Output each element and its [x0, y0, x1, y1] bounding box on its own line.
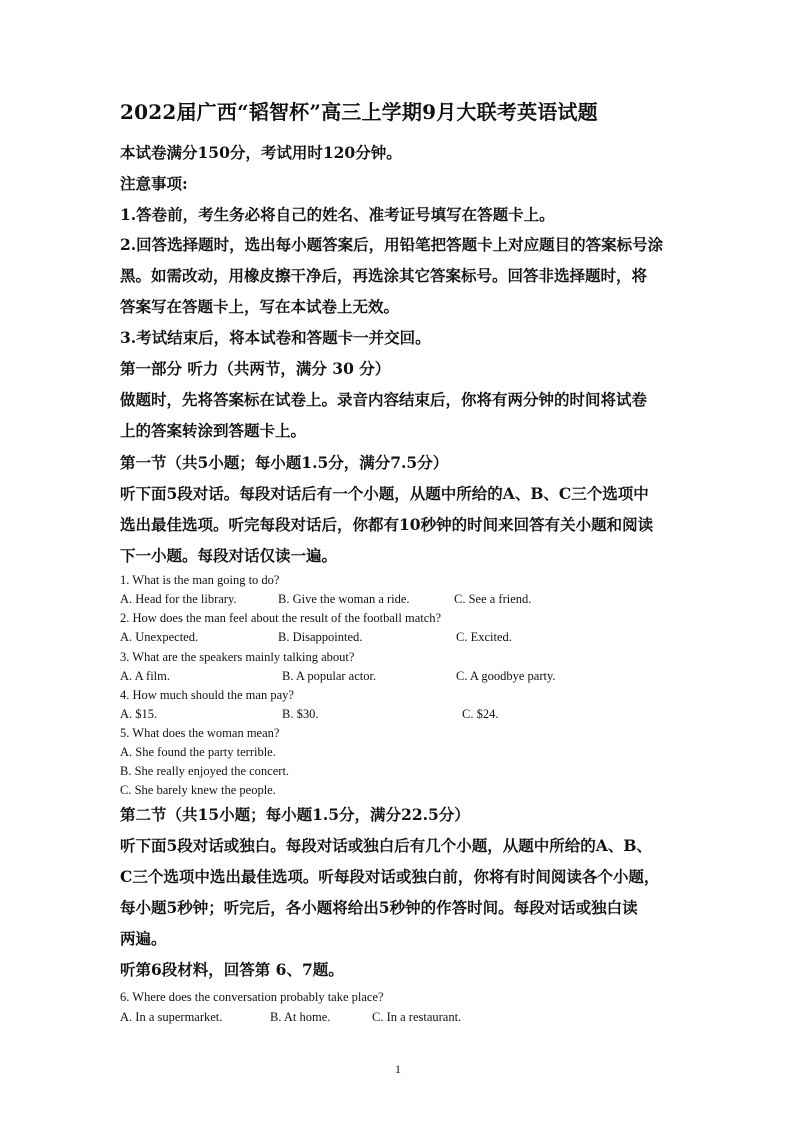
notice-heading: 注意事项:	[120, 174, 188, 193]
notice-2	[120, 229, 690, 322]
section2-heading: 第二节（共15小题；每小题1.5分，满分22.5分）	[120, 805, 470, 824]
notice-line: 1.答卷前，考生务必将自己的姓名、准考证号填写在答题卡上。	[120, 205, 555, 224]
instruction-line: 上的答案转涂到答题卡上。	[120, 421, 307, 440]
question-2: 2. How does the man feel about the result of the football match?	[120, 611, 442, 625]
question-6-options	[120, 1008, 680, 1027]
instruction-line: 听下面5段对话。每段对话后有一个小题，从题中所给的A、B、C三个选项中	[120, 484, 649, 503]
option-b: B. $30.	[282, 707, 319, 721]
option-a: A. $15.	[120, 707, 158, 721]
notice-3	[120, 322, 690, 353]
instruction-line: 做题时，先将答案标在试卷上。录音内容结束后，你将有两分钟的时间将试卷	[120, 390, 648, 409]
score-time-text: 本试卷满分150分，考试用时120分钟。	[120, 143, 402, 162]
instruction-line: 听下面5段对话或独白。每段对话或独白后有几个小题，从题中所给的A、B、	[120, 836, 652, 855]
question-5-option-b: B. She really enjoyed the concert.	[120, 764, 290, 778]
notice-1	[120, 199, 690, 230]
option-c: C. Excited.	[456, 630, 512, 644]
question-2-options	[120, 628, 680, 647]
question-3: 3. What are the speakers mainly talking about?	[120, 650, 355, 664]
option-b: B. A popular actor.	[282, 669, 377, 683]
question-6: 6. Where does the conversation probably take place?	[120, 990, 384, 1004]
notice-line: 3.考试结束后，将本试卷和答题卡一并交回。	[120, 328, 431, 347]
option-c: C. See a friend.	[454, 592, 532, 606]
option-a: A. Head for the library.	[120, 592, 237, 606]
material-6-heading: 听第6段材料，回答第 6、7题。	[120, 960, 344, 979]
section1-heading: 第一节（共5小题；每小题1.5分，满分7.5分）	[120, 453, 449, 472]
notice-line: 答案写在答题卡上，写在本试卷上无效。	[120, 297, 400, 316]
option-b: B. At home.	[270, 1010, 331, 1024]
option-c: C. In a restaurant.	[372, 1010, 462, 1024]
option-b: B. Give the woman a ride.	[278, 592, 410, 606]
instruction-line: C三个选项中选出最佳选项。听每段对话或独白前，你将有时间阅读各个小题，	[120, 867, 660, 886]
question-5-option-c: C. She barely knew the people.	[120, 783, 276, 797]
option-a: A. A film.	[120, 669, 171, 683]
question-5: 5. What does the woman mean?	[120, 726, 280, 740]
instruction-line: 每小题5秒钟；听完后，各小题将给出5秒钟的作答时间。每段对话或独白读	[120, 898, 638, 917]
section1-instruction	[120, 478, 690, 571]
question-4: 4. How much should the man pay?	[120, 688, 294, 702]
option-c: C. A goodbye party.	[456, 669, 556, 683]
page-number: 1	[395, 1062, 401, 1076]
question-5-option-a: A. She found the party terrible.	[120, 745, 276, 759]
instruction-line: 下一小题。每段对话仅读一遍。	[120, 546, 338, 565]
notice-line: 2.回答选择题时，选出每小题答案后，用铅笔把答题卡上对应题目的答案标号涂	[120, 235, 664, 254]
part1-heading: 第一部分 听力（共两节，满分 30 分）	[120, 359, 391, 378]
option-a: A. In a supermarket.	[120, 1010, 223, 1024]
page-title: 2022届广西“韬智杯”高三上学期9月大联考英语试题	[120, 100, 598, 124]
section2-instruction	[120, 830, 690, 954]
question-1-options	[120, 590, 680, 609]
question-4-options	[120, 705, 680, 724]
option-b: B. Disappointed.	[278, 630, 363, 644]
question-3-options	[120, 667, 680, 686]
option-c: C. $24.	[462, 707, 499, 721]
part1-instruction	[120, 384, 690, 446]
notice-line: 黑。如需改动，用橡皮擦干净后，再选涂其它答案标号。回答非选择题时，将	[120, 266, 648, 285]
instruction-line: 两遍。	[120, 929, 167, 948]
instruction-line: 选出最佳选项。听完每段对话后，你都有10秒钟的时间来回答有关小题和阅读	[120, 515, 654, 534]
question-1: 1. What is the man going to do?	[120, 573, 280, 587]
option-a: A. Unexpected.	[120, 630, 199, 644]
